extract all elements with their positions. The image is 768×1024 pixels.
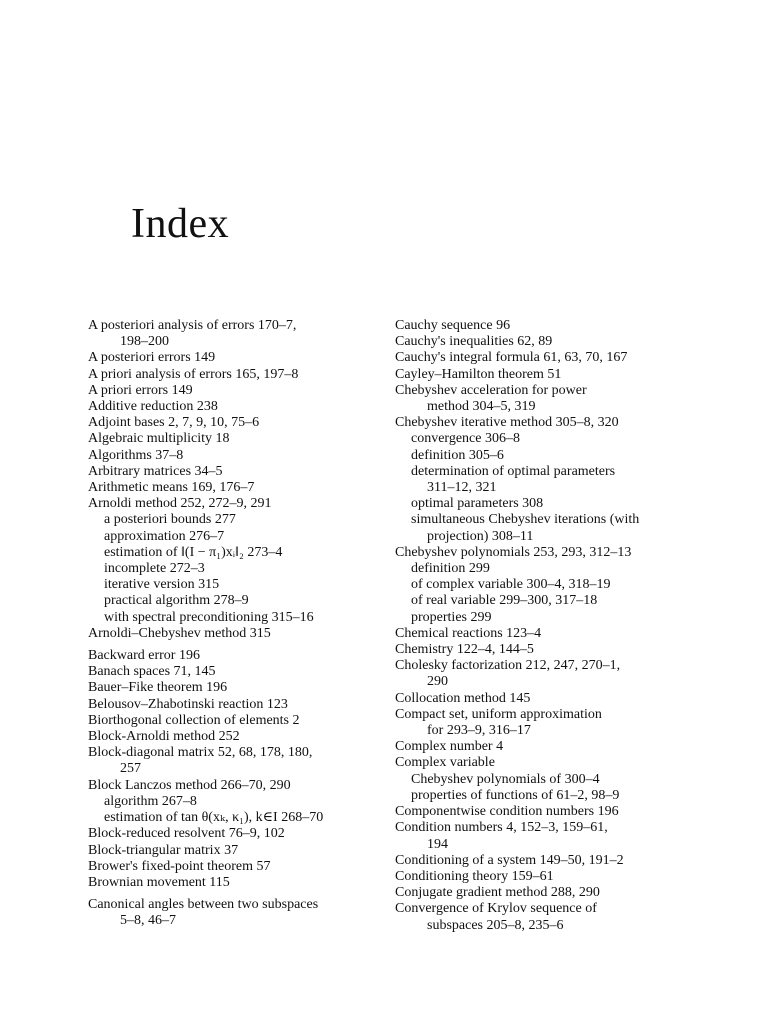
index-entry: Convergence of Krylov sequence of xyxy=(395,901,597,917)
index-subentry: Chebyshev polynomials of 300–4 xyxy=(411,771,600,787)
index-entry: Arnoldi–Chebyshev method 315 xyxy=(88,625,271,641)
index-subentry: determination of optimal parameters xyxy=(411,463,616,479)
index-entry: A posteriori analysis of errors 170–7, xyxy=(88,318,297,333)
index-entry: Complex variable xyxy=(395,755,495,771)
index-entry: Block Lanczos method 266–70, 290 xyxy=(88,777,291,793)
index-entry: Adjoint bases 2, 7, 9, 10, 75–6 xyxy=(88,415,260,431)
index-entry: Conjugate gradient method 288, 290 xyxy=(395,885,600,901)
index-entry: Banach spaces 71, 145 xyxy=(88,664,216,680)
index-subentry: of complex variable 300–4, 318–19 xyxy=(411,577,611,593)
index-subentry: 257 xyxy=(120,761,141,777)
index-entry: Algorithms 37–8 xyxy=(88,447,184,463)
index-subentry: subspaces 205–8, 235–6 xyxy=(427,917,564,933)
index-entry: Block-triangular matrix 37 xyxy=(88,842,239,858)
index-entry: Brownian movement 115 xyxy=(88,874,230,890)
index-entry: Cayley–Hamilton theorem 51 xyxy=(395,366,562,382)
index-entry: Collocation method 145 xyxy=(395,690,531,706)
index-subentry: estimation of ‖(I − π₁)xᵢ‖₂ 273–4 xyxy=(104,544,283,560)
index-entry: Chebyshev acceleration for power xyxy=(395,382,587,398)
index-entry: Compact set, uniform approximation xyxy=(395,706,602,722)
index-entry: Arithmetic means 169, 176–7 xyxy=(88,480,255,496)
index-entry: Block-Arnoldi method 252 xyxy=(88,729,240,745)
index-entry: Additive reduction 238 xyxy=(88,399,218,415)
index-subentry: 5–8, 46–7 xyxy=(120,913,176,929)
index-entry: Arnoldi method 252, 272–9, 291 xyxy=(88,496,272,512)
index-subentry: of real variable 299–300, 317–18 xyxy=(411,593,598,609)
index-subentry: 311–12, 321 xyxy=(427,480,497,496)
index-entry: Block-diagonal matrix 52, 68, 178, 180, xyxy=(88,745,313,761)
index-column-right xyxy=(395,318,695,934)
index-entry: Cauchy's inequalities 62, 89 xyxy=(395,334,553,350)
index-entry: Conditioning of a system 149–50, 191–2 xyxy=(395,852,624,868)
index-subentry: convergence 306–8 xyxy=(411,431,520,447)
index-entry: Block-reduced resolvent 76–9, 102 xyxy=(88,826,285,842)
index-entry: Algebraic multiplicity 18 xyxy=(88,431,230,447)
index-entry: Backward error 196 xyxy=(88,648,200,664)
index-subentry: a posteriori bounds 277 xyxy=(104,512,236,528)
index-subentry: 290 xyxy=(427,674,448,690)
index-entry: Cholesky factorization 212, 247, 270–1, xyxy=(395,658,621,674)
index-entry: Complex number 4 xyxy=(395,739,504,755)
index-entry: A priori analysis of errors 165, 197–8 xyxy=(88,366,299,382)
index-entry: Biorthogonal collection of elements 2 xyxy=(88,712,300,728)
index-subentry: optimal parameters 308 xyxy=(411,496,544,512)
index-subentry: for 293–9, 316–17 xyxy=(427,723,531,739)
index-subentry: iterative version 315 xyxy=(104,577,220,593)
index-entry: Chebyshev iterative method 305–8, 320 xyxy=(395,415,619,431)
index-subentry: properties of functions of 61–2, 98–9 xyxy=(411,787,620,803)
index-subentry: 198–200 xyxy=(120,334,169,350)
index-subentry: estimation of tan θ(xₖ, κ₁), k∈I 268–70 xyxy=(104,810,324,826)
index-entry: Componentwise condition numbers 196 xyxy=(395,804,619,820)
index-entry: A posteriori errors 149 xyxy=(88,350,216,366)
index-entry: Chemical reactions 123–4 xyxy=(395,625,542,641)
index-subentry: incomplete 272–3 xyxy=(104,561,205,577)
index-subentry: practical algorithm 278–9 xyxy=(104,593,249,609)
index-subentry: properties 299 xyxy=(411,609,492,625)
index-subentry: definition 299 xyxy=(411,561,490,577)
index-subentry: algorithm 267–8 xyxy=(104,793,197,809)
index-subentry: 194 xyxy=(427,836,448,852)
index-entry: A priori errors 149 xyxy=(88,382,193,398)
index-subentry: with spectral preconditioning 315–16 xyxy=(104,609,314,625)
index-subentry: approximation 276–7 xyxy=(104,528,225,544)
index-entry: Arbitrary matrices 34–5 xyxy=(88,463,223,479)
index-subentry: definition 305–6 xyxy=(411,447,504,463)
index-entry: Condition numbers 4, 152–3, 159–61, xyxy=(395,820,608,836)
index-entry: Chemistry 122–4, 144–5 xyxy=(395,642,534,658)
index-subentry: method 304–5, 319 xyxy=(427,399,536,415)
index-entry: Brower's fixed-point theorem 57 xyxy=(88,858,271,874)
index-entry: Chebyshev polynomials 253, 293, 312–13 xyxy=(395,544,632,560)
page-title: Index xyxy=(131,201,230,247)
index-entry: Bauer–Fike theorem 196 xyxy=(88,680,228,696)
index-entry: Canonical angles between two subspaces xyxy=(88,897,319,913)
index-entry: Cauchy's integral formula 61, 63, 70, 167 xyxy=(395,350,628,366)
index-subentry: simultaneous Chebyshev iterations (with xyxy=(411,512,640,528)
index-subentry: projection) 308–11 xyxy=(427,528,534,544)
index-entry: Belousov–Zhabotinski reaction 123 xyxy=(88,696,288,712)
index-entry: Cauchy sequence 96 xyxy=(395,318,511,333)
index-entry: Conditioning theory 159–61 xyxy=(395,868,554,884)
index-column-left xyxy=(88,318,378,930)
